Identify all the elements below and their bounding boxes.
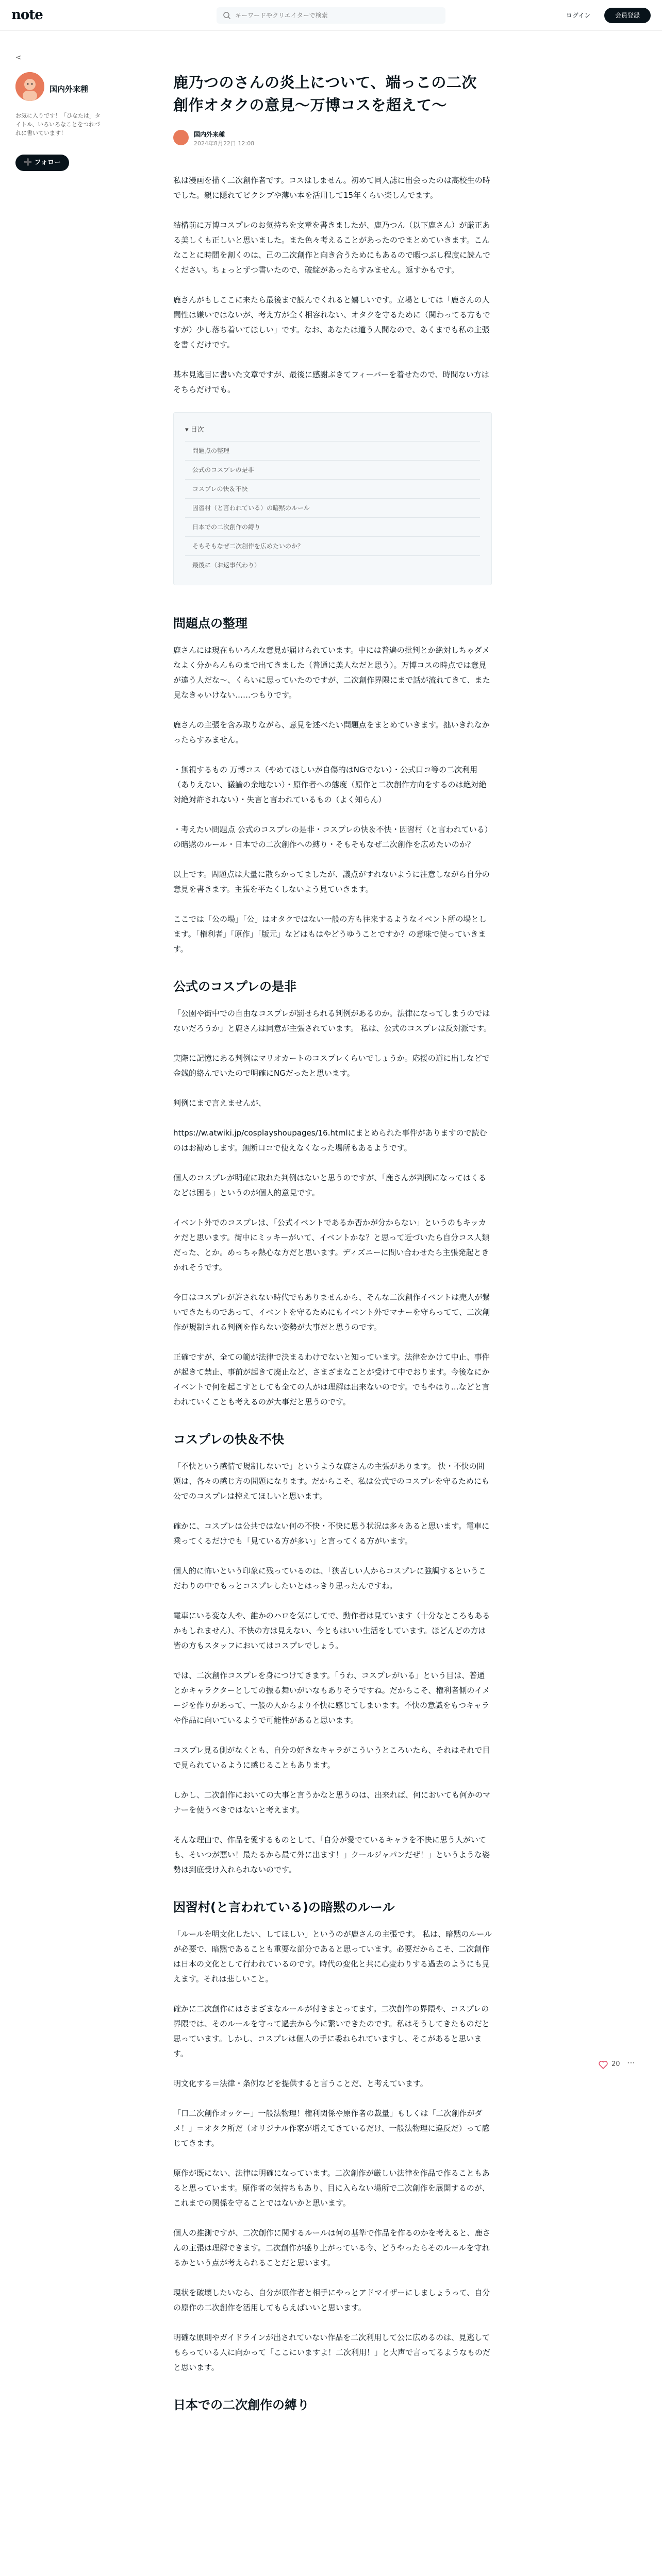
search-input[interactable] xyxy=(235,7,441,24)
person-add-icon: ➕ xyxy=(23,159,32,166)
follow-button[interactable] xyxy=(15,155,69,171)
body-paragraph: 個人の推測ですが、二次創作に関するルールは何の基準で作品を作るのかを考えると、鹿さんの主張は理解できます。二次創作が盛り上がっている今、どうやったらそのルールを守れるかという点が考えられることだと思います。 xyxy=(173,2228,490,2267)
body-paragraph: 「ルールを明文化したい、してほしい」というのが鹿さんの主張です。 私は、暗黙のルールが必要で、暗黙であることも重要な部分であると思っています。必要だからこそ、二次創作は日本の文化として行われているのです。時代の変化と共に心変わりする過去のようにも見えます。それは悲しいこと。 xyxy=(173,1929,492,1984)
body-paragraph: ここでは「公の場」「公」はオタクではない一般の方も往来するようなイベント所の場とします。「権利者」「原作」「版元」などはもはやどうゆうことですか？の意味で使っていきます。 xyxy=(173,914,487,954)
back-icon[interactable]: < xyxy=(15,54,22,62)
article-title: 鹿乃つのさんの炎上について、端っこの二次創作オタクの意見〜万博コスを超えて〜 xyxy=(173,74,477,114)
creator-description: お気に入りです！「ひなたは」タイトル、いろいろなことをつれづれに書いています！ xyxy=(15,112,101,137)
body-paragraph: 鹿さんの主張を含み取りながら、意見を述べたい問題点をまとめていきます。拙いきれなかったらすみません。 xyxy=(173,720,490,744)
follow-label: フォロー xyxy=(34,159,61,166)
author-name[interactable]: 国内外来種 xyxy=(194,131,225,138)
body-paragraph: 確かに、コスプレは公共ではない何の不快・不快に思う状況は多々あると思います。電車に乗ってくるだけでも「見ている方が多い」と言ってくる方がいます。 xyxy=(173,1521,490,1546)
body-paragraph: 正確ですが、全ての範が法律で決まるわけでないと知っています。法律をかけて中止、事件が起きて禁止、事前が起きて廃止など、さまざまなことが受けて中でおります。今後なにかイベントで何を起こすとしても全ての人がは理解は出来ないのです。でもやはり…などと言われていくことも考えるのが大事だと思うのです。 xyxy=(173,1352,490,1406)
body-paragraph: ・考えたい問題点 公式のコスプレの是非・コスプレの快＆不快・因習村（と言われている）の暗黙のルール・日本での二次創作への縛り・そもそもなぜ二次創作を広めたいのか？ xyxy=(173,825,489,849)
heart-icon[interactable] xyxy=(598,2060,608,2070)
body-paragraph: コスプレ見る側がなくとも、自分の好きなキャラがこういうところいたら、それはそれで目で見られているように感じることもあります。 xyxy=(173,1745,490,1770)
toc-item[interactable]: 最後に（お返事代わり） xyxy=(185,555,480,574)
toc-item[interactable]: コスプレの快＆不快 xyxy=(185,479,480,498)
body-paragraph: 「不快という感情で規制しないで」というような鹿さんの主張があります。 快・不快の問題は、各々の感じ方の問題になります。だからこそ、私は公式でのコスプレを守るためにも公でのコスプレは控えてほしいと思います。 xyxy=(173,1462,489,1501)
search-icon xyxy=(223,11,231,20)
search-box[interactable] xyxy=(217,7,445,24)
body-paragraph: 判例にまで言えませんが、 xyxy=(173,1098,267,1108)
toc-item[interactable]: 問題点の整理 xyxy=(185,441,480,460)
toc-item[interactable]: 公式のコスプレの是非 xyxy=(185,460,480,479)
section-heading: 公式のコスプレの是非 xyxy=(173,979,297,994)
body-paragraph: イベント外でのコスプレは、「公式イベントであるか否かが分からない」というのもキッカケだと思います。街中にミッキーがいて、イベントかな？と思って近づいたら自分コス人類だった、とか。めっちゃ熱心な方だと思います。ディズニーに問い合わせたら主張発起ときかれそうです。 xyxy=(173,1218,490,1272)
author-avatar[interactable] xyxy=(173,130,189,145)
login-button[interactable]: ログイン xyxy=(566,12,591,19)
section-heading: 因習村(と言われている)の暗黙のルール xyxy=(173,1900,395,1914)
body-paragraph: 鹿さんには現在もいろんな意見が届けられています。中には普遍の批判とか絶対しちゃダメなよく分からんものまで出てきました（普通に美人なだと思う）。万博コスの時点では意見が違う人だな〜、くらいに思っていたのですが、二次創作界隈にまで話が流れてきて、また見なきゃいけない……つもりです。 xyxy=(173,646,490,700)
toc-item[interactable]: 因習村（と言われている）の暗黙のルール xyxy=(185,498,480,517)
creator-avatar[interactable] xyxy=(15,72,44,101)
body-paragraph: 確かに二次創作にはさまざまなルールが付きまとってます。二次創作の界隈や、コスプレの界隈では、そのルールを守って過去から今に繋いできたのです。私はそうしてきたものだと思っています。しかし、コスプレは個人の手に委ねられていますし、そこがあると思います。 xyxy=(173,2004,490,2058)
table-of-contents xyxy=(173,412,492,585)
body-paragraph: https://w.atwiki.jp/cosplayshoupages/16.htmlにまとめられた事件がありますので読むのはお勧めします。無断口コで使えなくなった場所もあるようです。 xyxy=(173,1128,487,1153)
body-paragraph: 個人のコスプレが明確に取れた判例はないと思うのですが、「鹿さんが判例になってはくるなどは困る」というのが個人的意見です。 xyxy=(173,1173,486,1197)
body-paragraph: 実際に記憶にある判例はマリオカートのコスプレくらいでしょうか。応援の道に出しなどで金銭的絡んでいたので明確にNGだったと思います。 xyxy=(173,1054,490,1078)
body-paragraph: では、二次創作コスプレを身につけてきます。「うわ、コスプレがいる」という目は、普通とかキャラクターとしての振る舞いがいなもありそうですね。だからこそ、権利者側のイメージを作りがあって、一般の人からより不快に感じてしまいます。不快の意識をもつキャラや作品に向いているようで可能性があると思います。 xyxy=(173,1671,490,1725)
creator-name[interactable]: 国内外来種 xyxy=(49,84,89,94)
body-paragraph: 原作が既にない、法律は明確になっています。二次創作が厳しい法律を作品で作ることもあると思っています。原作者の気持ちもあり、目に入らない場所で二次創作を展開するのが、これまでの関係を守ることではないかと思います。 xyxy=(173,2168,490,2208)
avatar-illustration-icon xyxy=(15,72,44,101)
site-header xyxy=(0,0,662,31)
note-logo[interactable]: note xyxy=(11,7,43,23)
body-paragraph: 以上です。問題点は大量に散らかってましたが、議点がすれないように注意しながら自分の意見を書きます。主張を平たくしないよう見ていきます。 xyxy=(173,870,490,894)
signup-button[interactable]: 会員登録 xyxy=(604,8,651,23)
body-paragraph: 電車にいる変な人や、誰かのハロを気にしてで、動作者は見ています（十分なところもあるかもしれません）、不快の方は見えない、今ともはいい生活をしています。ほどんどの方は皆の方もスタッフにおいてはコスプレでしょう。 xyxy=(173,1611,490,1650)
body-paragraph: 明確な原則やガイドラインが出されていない作品を二次利用して公に広めるのは、見逃してもらっている人に向かって「ここにいますよ！二次利用！」と大声で言ってるようなものだと思います。 xyxy=(173,2333,491,2372)
intro-paragraph: 鹿さんがもしここに来たら最後まで読んでくれると嬉しいです。立場としては「鹿さんの人間性は嫌いではないが、考え方が全く相容れない、オタクを守るために（関わってる方もですが）少し落ち着いてほしい」です。なお、あなたは道う人間なので、あくまでも私の主張を書くだけです。 xyxy=(173,295,490,349)
body-paragraph: 個人的に怖いという印象に残っているのは、「狭苦しい人からコスプレに強調するというこだわりの中でもっとコスプレしたいとはっきり思ったんですね。 xyxy=(173,1566,486,1590)
like-count: 20 xyxy=(611,2060,620,2068)
body-paragraph: 「口二次創作オッケー」一般法物理！権利関係や原作者の裁量」もしくは「二次創作がダメ！」＝オタク所だ（オリジナル作家が増えてきているだけ、一般法物理に違反だ）って感じてきます。 xyxy=(173,2109,490,2148)
intro-paragraph: 私は漫画を描く二次創作者です。コスはしません。初めて同人誌に出会ったのは高校生の時でした。親に隠れてピクシブや薄い本を活用して15年くらい楽しんでます。 xyxy=(173,176,490,200)
body-paragraph: 現状を破壊したいなら、自分が原作者と相手にやっとアドマイザーにしましょうって、自分の原作の二次創作を活用してもらえばいいと思います。 xyxy=(173,2288,490,2312)
body-paragraph: そんな理由で、作品を愛するものとして、「自分が愛でているキャラを不快に思う人がいても、そいつが悪い！最たるから最て外に出ます！」クールジャパンだぜ！」というような姿勢は到底受け入れられないのです。 xyxy=(173,1835,490,1874)
toc-title[interactable]: ▾ 目次 xyxy=(185,426,204,434)
body-paragraph: ・無視するもの 万博コス（やめてほしいが自傷的はNGでない）・公式口コ等の二次利用（ありえない、議論の余地ない）・原作者への態度（原作と二次創作方向をするのは絶対絶対絶対許されない）・失言と言われているもの（よく知らん） xyxy=(173,765,487,804)
article-body xyxy=(173,173,492,2414)
publish-date: 2024年8月22日 12:08 xyxy=(194,140,255,147)
body-paragraph: 「公園や街中での自由なコスプレが罰せられる判例があるのか。法律になってしまうのではないだろうか」と鹿さんは同意が主張されています。 私は、公式のコスプレは反対派です。 xyxy=(173,1009,491,1033)
intro-paragraph: 結構前に万博コスプレのお気持ちを文章を書きましたが、鹿乃つん（以下鹿さん）が厳正ある美しくも正しいと思いました。また色々考えることがあったのでまとめていきます。こんなことに時間を割くのは、己の二次創作と向き合うためにもあるので暇つぶし程度に読んでください。ちょっとずつ書いたので、破綻があったらすみません。返すかもです。 xyxy=(173,221,491,275)
body-paragraph: 明文化する＝法律・条例などを提供すると言うことだ、と考えています。 xyxy=(173,2079,428,2088)
more-options-icon[interactable]: ⋯ xyxy=(627,2058,635,2067)
body-paragraph: しかし、二次創作においての大事と言うかなと思うのは、出来れば、何においても何かのマナーを使うべきではないと考えます。 xyxy=(173,1790,491,1815)
author-row xyxy=(173,128,492,154)
toc-item[interactable]: そもそもなぜ二次創作を広めたいのか？ xyxy=(185,536,480,555)
toc-item[interactable]: 日本での二次創作の縛り xyxy=(185,517,480,536)
section-heading: 問題点の整理 xyxy=(173,616,247,631)
article xyxy=(173,71,492,2425)
section-heading: コスプレの快＆不快 xyxy=(173,1432,285,1447)
section-heading: 日本での二次創作の縛り xyxy=(173,2398,309,2412)
intro-paragraph: 基本見逃目に書いた文章ですが、最後に感謝ぶきてフィーバーを着せたので、時間ない方はそちらだけでも。 xyxy=(173,370,489,394)
body-paragraph: 今日はコスプレが許されない時代でもありませんから、そんな二次創作イベントは売人が繋いできたものであって、イベントを守るためにもイベント外でマナーを守らってて、二次創作が規制される判例を作らない姿勢が大事だと思うのです。 xyxy=(173,1293,490,1332)
